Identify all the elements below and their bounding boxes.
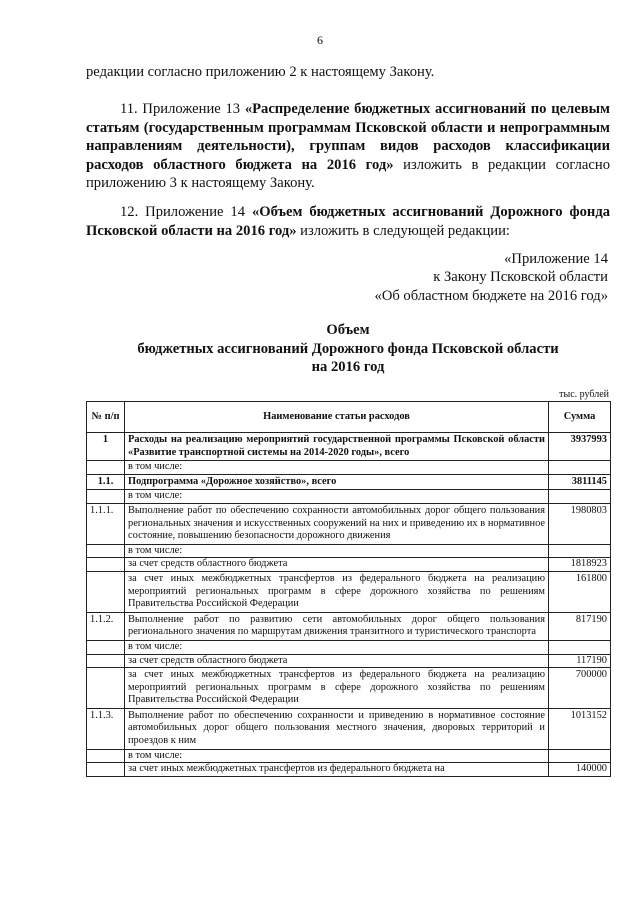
budget-table <box>86 401 611 777</box>
item-11-paragraph <box>86 100 610 193</box>
row-name: за счет средств областного бюджета <box>125 654 549 668</box>
table-row <box>87 763 611 777</box>
table-row <box>87 654 611 668</box>
row-number <box>87 490 125 504</box>
row-name: в том числе: <box>125 640 549 654</box>
row-number <box>87 763 125 777</box>
row-number <box>87 640 125 654</box>
row-number: 1 <box>87 433 125 461</box>
header-number: № п/п <box>87 402 125 433</box>
table-row <box>87 503 611 544</box>
row-number <box>87 668 125 709</box>
item-11-suffix: изложить в редакции согласно приложению 3 к настоящему Закону. <box>86 156 610 191</box>
row-name: в том числе: <box>125 490 549 504</box>
table-row <box>87 544 611 558</box>
row-name: Выполнение работ по обеспечению сохранности автомобильных дорог общего пользования региональных значения и искусственных сооружений на них и приведению их в нормативное состояние, повышению безопасности дорожного движения <box>125 503 549 544</box>
row-name: в том числе: <box>125 544 549 558</box>
title-line-3: на 2016 год <box>311 359 385 375</box>
header-name: Наименование статьи расходов <box>125 402 549 433</box>
row-name: Расходы на реализацию мероприятий государственной программы Псковской области «Развитие транспортной системы на 2014-2020 годы», всего <box>125 433 549 461</box>
item-12-bold-title: «Объем бюджетных ассигнований Дорожного фонда Псковской области на 2016 год» <box>86 204 611 239</box>
item-11-prefix: 11. Приложение 13 <box>120 101 245 117</box>
intro-line: редакции согласно приложению 2 к настоящему Закону. <box>86 64 435 80</box>
title-line-2: бюджетных ассигнований Дорожного фонда Псковской области <box>137 340 559 357</box>
row-name: Подпрограмма «Дорожное хозяйство», всего <box>125 474 549 490</box>
row-name: Выполнение работ по обеспечению сохранности и приведению в нормативное состояние автомобильных дорог общего пользования местного значения, дворовых территорий и проездов к ним <box>125 708 549 749</box>
row-sum: 161800 <box>549 571 611 612</box>
units-label: тыс. рублей <box>559 389 609 400</box>
row-sum <box>549 490 611 504</box>
row-name: за счет средств областного бюджета <box>125 558 549 572</box>
row-sum <box>549 749 611 763</box>
row-number: 1.1. <box>87 474 125 490</box>
row-sum: 1818923 <box>549 558 611 572</box>
table-row <box>87 490 611 504</box>
document-title <box>86 321 610 377</box>
table-row <box>87 558 611 572</box>
header-sum: Сумма <box>549 402 611 433</box>
row-number <box>87 461 125 475</box>
table-row <box>87 474 611 490</box>
appendix-line-1: «Приложение 14 <box>504 251 608 267</box>
row-sum: 1013152 <box>549 708 611 749</box>
row-name: за счет иных межбюджетных трансфертов из федерального бюджета на <box>125 763 549 777</box>
row-number <box>87 749 125 763</box>
row-sum <box>549 544 611 558</box>
table-row <box>87 640 611 654</box>
row-number <box>87 558 125 572</box>
appendix-reference <box>375 250 608 305</box>
table-header-row <box>87 402 611 433</box>
row-sum: 3811145 <box>549 474 611 490</box>
row-sum: 700000 <box>549 668 611 709</box>
row-number <box>87 571 125 612</box>
row-name: за счет иных межбюджетных трансфертов из федерального бюджета на реализацию мероприятий региональных программ в сфере дорожного хозяйства по решениям Правительства Российской Федерации <box>125 571 549 612</box>
row-sum <box>549 461 611 475</box>
row-sum: 140000 <box>549 763 611 777</box>
table-row <box>87 571 611 612</box>
item-12-prefix: 12. Приложение 14 <box>120 204 252 220</box>
row-sum: 817190 <box>549 612 611 640</box>
row-number: 1.1.1. <box>87 503 125 544</box>
table-row <box>87 433 611 461</box>
item-11-bold-title: «Распределение бюджетных ассигнований по целевым статьям (государственным программам Псковской области и непрограммным направлениям деятельности), группам видов расходов классификации расходов областного бюджета на 2016 год» <box>86 101 610 173</box>
row-name: в том числе: <box>125 461 549 475</box>
row-sum: 1980803 <box>549 503 611 544</box>
table-row <box>87 461 611 475</box>
row-number <box>87 654 125 668</box>
table-row <box>87 612 611 640</box>
row-sum: 3937993 <box>549 433 611 461</box>
row-name: Выполнение работ по развитию сети автомобильных дорог общего пользования регионального значения по маршрутам движения транзитного и туристического транспорта <box>125 612 549 640</box>
row-sum <box>549 640 611 654</box>
row-number: 1.1.3. <box>87 708 125 749</box>
item-12-paragraph <box>86 203 610 240</box>
page-number: 6 <box>317 33 323 47</box>
title-line-1: Объем <box>326 322 370 338</box>
row-name: в том числе: <box>125 749 549 763</box>
row-number <box>87 544 125 558</box>
item-12-suffix: изложить в следующей редакции: <box>296 222 510 239</box>
row-name: за счет иных межбюджетных трансфертов из федерального бюджета на реализацию мероприятий региональных программ в сфере дорожного хозяйства по решениям Правительства Российской Федерации <box>125 668 549 709</box>
table-row <box>87 708 611 749</box>
table-row <box>87 668 611 709</box>
appendix-line-2: к Закону Псковской области <box>433 269 608 286</box>
row-number: 1.1.2. <box>87 612 125 640</box>
table-row <box>87 749 611 763</box>
row-sum: 117190 <box>549 654 611 668</box>
appendix-line-3: «Об областном бюджете на 2016 год» <box>374 287 608 304</box>
